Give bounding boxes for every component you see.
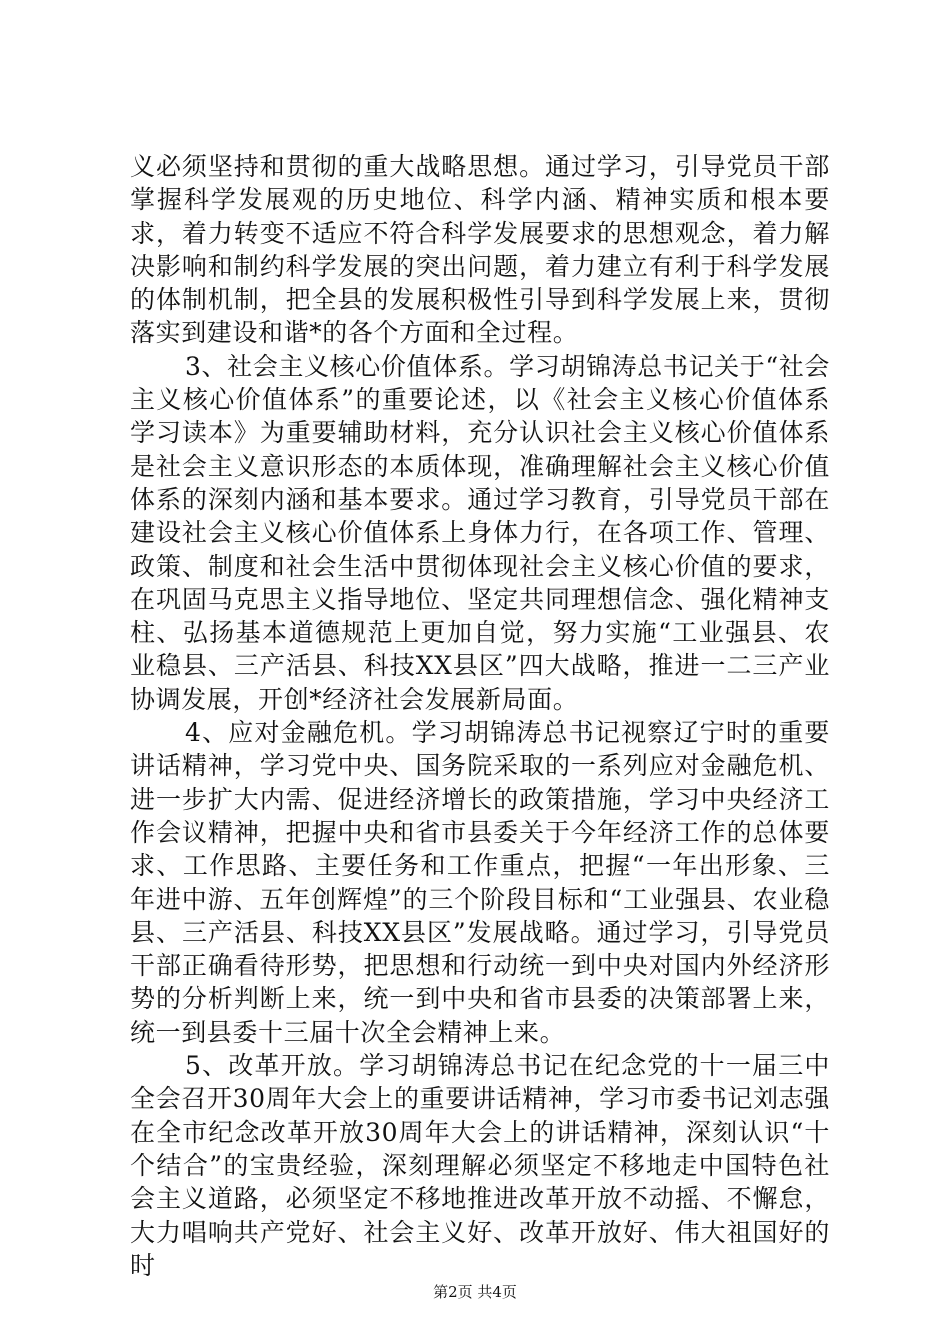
paragraph-financial-crisis: 4、应对金融危机。学习胡锦涛总书记视察辽宁时的重要讲话精神，学习党中央、国务院采取的一系列应对金融危机、进一步扩大内需、促进经济增长的政策措施，学习中央经济工作会议精神，把握中央和省市县委关于今年经济工作的总体要求、工作思路、主要任务和工作重点，把握“一年出形象、三年进中游、五年创辉煌”的三个阶段目标和“工业强县、农业稳县、三产活县、科技XX县区”发展战略。通过学习，引导党员干部正确看待形势，把思想和行动统一到中央对国内外经济形势的分析判断上来，统一到中央和省市县委的决策部署上来，统一到县委十三届十次全会精神上来。: [130, 718, 830, 1047]
paragraph-core-values: 3、社会主义核心价值体系。学习胡锦涛总书记关于“社会主义核心价值体系”的重要论述，以《社会主义核心价值体系学习读本》为重要辅助材料，充分认识社会主义核心价值体系是社会主义意识形态的本质体现，准确理解社会主义核心价值体系的深刻内涵和基本要求。通过学习教育，引导党员干部在建设社会主义核心价值体系上身体力行，在各项工作、管理、政策、制度和社会生活中贯彻体现社会主义核心价值的要求，在巩固马克思主义指导地位、坚定共同理想信念、强化精神支柱、弘扬基本道德规范上更加自觉，努力实施“工业强县、农业稳县、三产活县、科技XX县区”四大战略，推进一二三产业协调发展，开创*经济社会发展新局面。: [130, 351, 830, 714]
document-body: [130, 150, 830, 1282]
paragraph-reform-opening: 5、改革开放。学习胡锦涛总书记在纪念党的十一届三中全会召开30周年大会上的重要讲话精神，学习市委书记刘志强在全市纪念改革开放30周年大会上的讲话精神，深刻认识“十个结合”的宝贵经验，深刻理解必须坚定不移地走中国特色社会主义道路，必须坚定不移地推进改革开放不动摇、不懈怠，大力唱响共产党好、社会主义好、改革开放好、伟大祖国好的时: [130, 1051, 830, 1280]
paragraph-continuation: 义必须坚持和贯彻的重大战略思想。通过学习，引导党员干部掌握科学发展观的历史地位、科学内涵、精神实质和根本要求，着力转变不适应不符合科学发展要求的思想观念，着力解决影响和制约科学发展的突出问题，着力建立有利于科学发展的体制机制，把全县的发展积极性引导到科学发展上来，贯彻落实到建设和谐*的各个方面和全过程。: [130, 152, 830, 348]
page-number-footer: 第2页 共4页: [433, 1283, 517, 1301]
